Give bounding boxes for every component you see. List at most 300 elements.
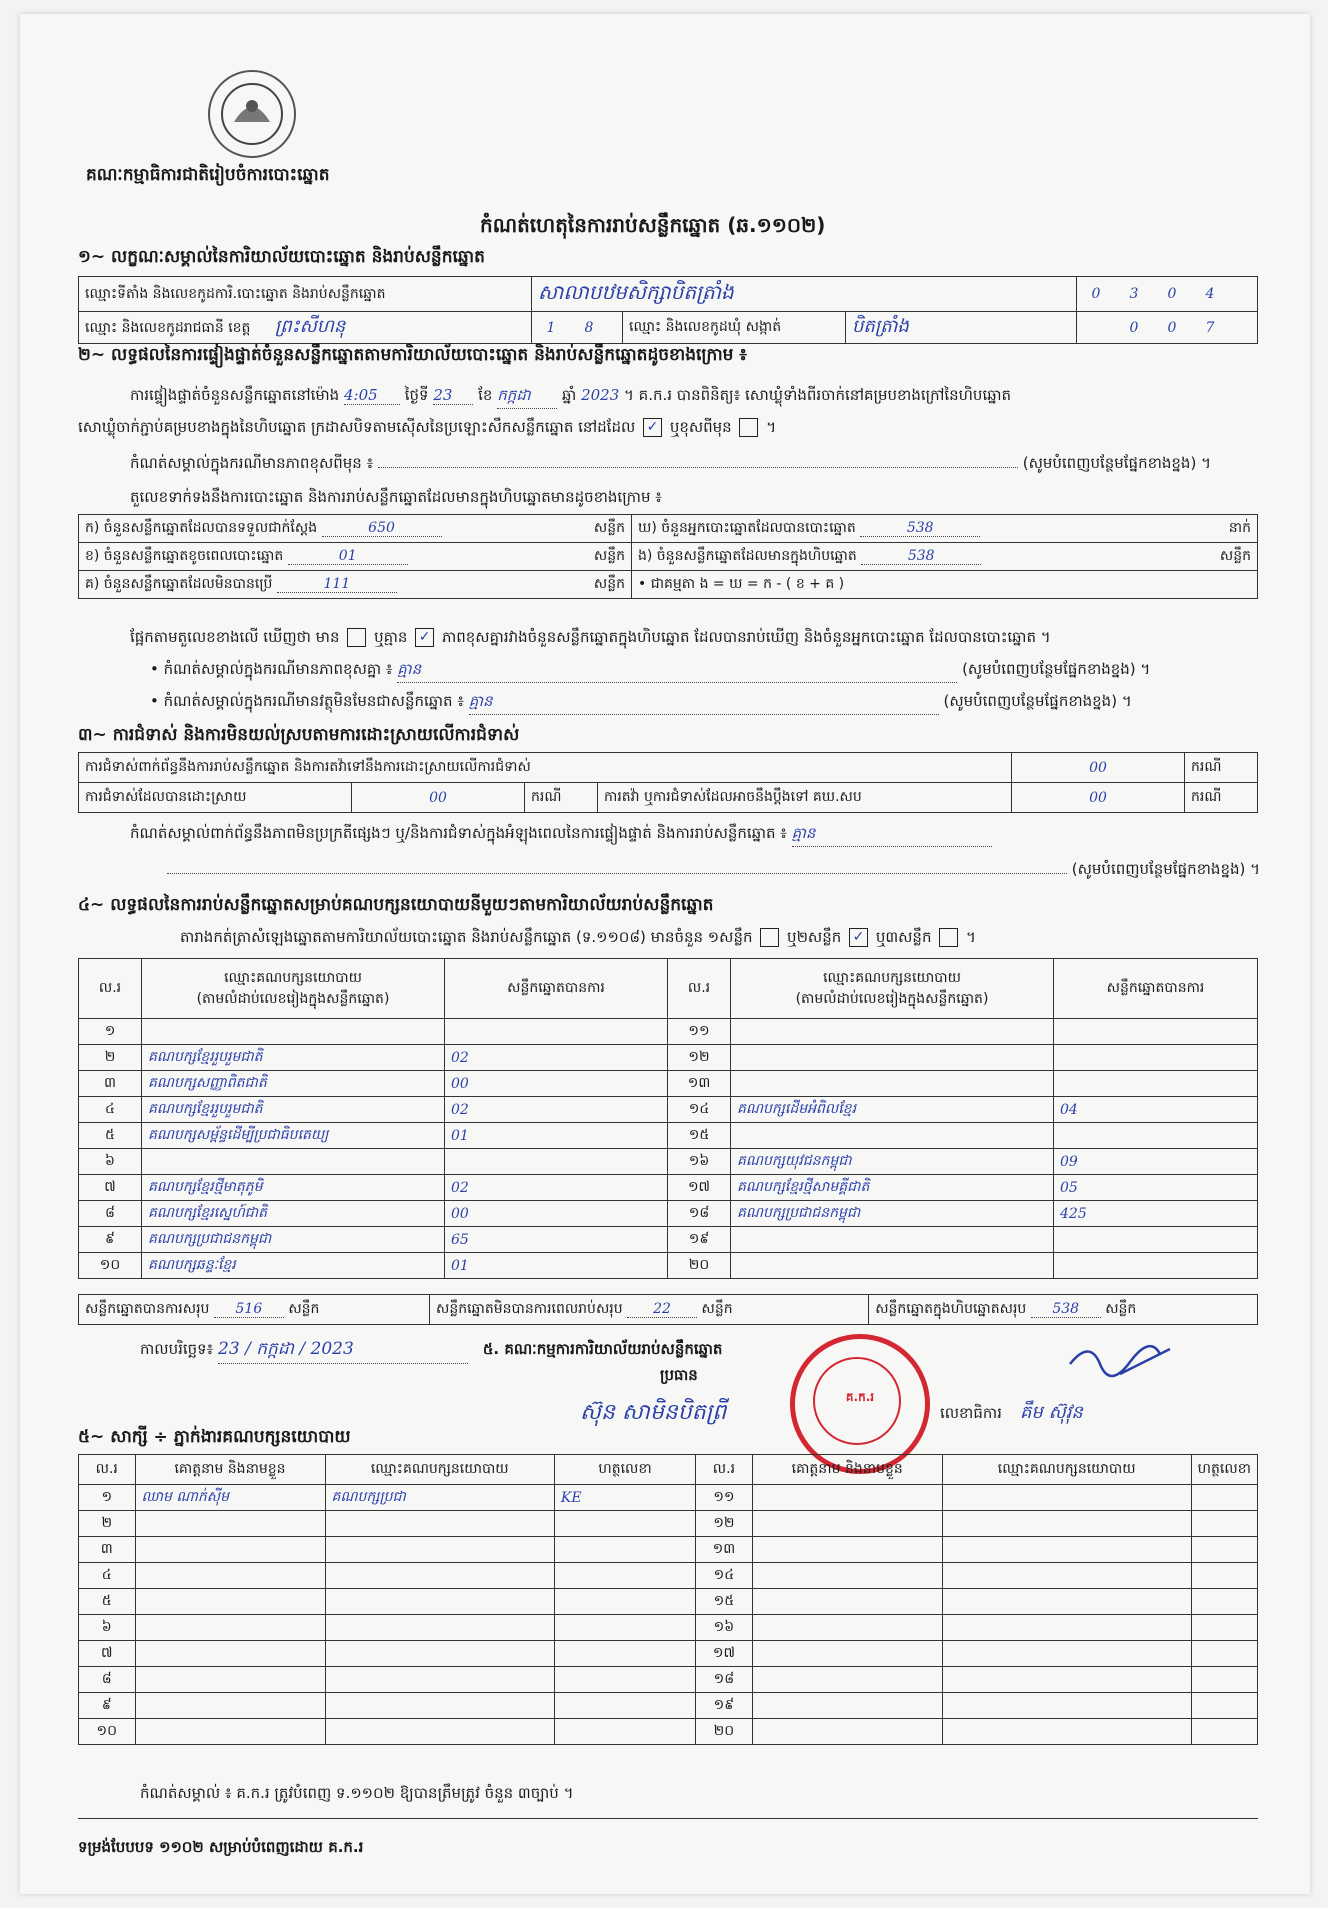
note-label: • កំណត់សម្គាល់ក្នុងករណីមានវត្ថុមិនមែនជាសន្លឹកឆ្នោត ៖ xyxy=(150,692,464,710)
irregularity-continuation xyxy=(78,860,1260,882)
section4-heading: ៤~ លទ្ធផលនៃការរាប់សន្លឹកឆ្នោតសម្រាប់គណបក្សនយោបាយនីមួយៗតាមការិយាល័យរាប់សន្លឹកឆ្នោត xyxy=(78,895,714,915)
witness-signature xyxy=(554,1641,695,1667)
totals-table xyxy=(78,1294,1258,1325)
figure-b-value: 01 xyxy=(288,548,408,565)
party-name: គណបក្សដើមអំពិលខ្មែរ xyxy=(731,1097,1054,1123)
total-unit: សន្លឹក xyxy=(288,1301,320,1317)
witness-signature xyxy=(554,1511,695,1537)
witness-party xyxy=(325,1641,554,1667)
date-label: កាលបរិច្ឆេទ៖ xyxy=(140,1340,214,1358)
party-name xyxy=(142,1149,445,1175)
vote-count: 09 xyxy=(1054,1149,1258,1175)
figure-e xyxy=(632,543,1258,571)
row-number: ៧ xyxy=(79,1641,136,1667)
vote-count: 01 xyxy=(445,1123,668,1149)
witness-signature xyxy=(1191,1667,1257,1693)
party-name: គណបក្សខ្មែរថ្មីមាតុភូមិ xyxy=(142,1175,445,1201)
total-valid-label: សន្លឹកឆ្នោតបានការសរុប xyxy=(85,1301,210,1317)
station-label: ឈ្មោះទីតាំង និងលេខកូដការិ.បោះឆ្នោត និងរាប់សន្លឹកឆ្នោត xyxy=(79,277,532,312)
row-number: ៣ xyxy=(79,1071,142,1097)
witness-name xyxy=(752,1719,942,1745)
total-in-box xyxy=(869,1295,1258,1325)
row-number: ១២ xyxy=(696,1511,753,1537)
commune-value: បិតត្រាំង xyxy=(846,312,1077,344)
row-number: ៥ xyxy=(79,1123,142,1149)
unit-case: ករណី xyxy=(525,783,598,813)
figure-unit: នាក់ xyxy=(1228,520,1251,536)
row-number: ២ xyxy=(79,1511,136,1537)
witness-signature xyxy=(1191,1589,1257,1615)
row-number: ១៧ xyxy=(696,1641,753,1667)
total-box-label: សន្លឹកឆ្នោតក្នុងហិបឆ្នោតសរុប xyxy=(875,1301,1027,1317)
figure-a-value: 650 xyxy=(322,520,442,537)
figure-d-value: 538 xyxy=(860,520,980,537)
table-row xyxy=(79,1149,1258,1175)
verify-month: កក្កដា xyxy=(497,386,557,409)
witness-signature xyxy=(1191,1693,1257,1719)
row-number: ១៧ xyxy=(668,1175,731,1201)
witness-name xyxy=(135,1641,325,1667)
witness-party xyxy=(325,1667,554,1693)
table-row xyxy=(79,1589,1258,1615)
witness-signature xyxy=(554,1693,695,1719)
witness-name xyxy=(752,1615,942,1641)
witness-signature xyxy=(1191,1563,1257,1589)
commune-code-digit: 7 xyxy=(1205,319,1215,336)
note-suffix: (សូមបំពេញបន្ថែមផ្នែកខាងខ្នង) ។ xyxy=(1071,860,1260,878)
row-number: ១៩ xyxy=(668,1227,731,1253)
note-value: គ្មាន xyxy=(469,692,939,715)
vote-count: 02 xyxy=(445,1175,668,1201)
table-row xyxy=(79,1693,1258,1719)
diff-text: ភាពខុសគ្នារវាងចំនួនសន្លឹកឆ្នោតក្នុងហិបឆ្នោត ដែលបានរាប់ឃើញ និងចំនួនអ្នកបោះឆ្នោត ដែលបានបោះឆ្នោត ។ xyxy=(441,628,1051,646)
row-number: ១៤ xyxy=(696,1563,753,1589)
figure-c-label: គ) ចំនួនសន្លឹកឆ្នោតដែលមិនបានប្រើ xyxy=(85,576,273,592)
table-row xyxy=(79,1641,1258,1667)
witness-party xyxy=(325,1719,554,1745)
witness-table xyxy=(78,1454,1258,1745)
table-row xyxy=(79,1667,1258,1693)
row-number: ១ xyxy=(79,1485,136,1511)
table-row xyxy=(79,1511,1258,1537)
chair-signature: ស៊ុន សាមិនបិតព្រី xyxy=(580,1400,727,1425)
party-name: គណបក្សខ្មែររួបរួមជាតិ xyxy=(142,1045,445,1071)
witness-name xyxy=(752,1589,942,1615)
footer-divider xyxy=(78,1818,1258,1819)
witness-name xyxy=(752,1667,942,1693)
diff-text: ឬគ្មាន xyxy=(374,628,408,646)
verify-text: ។ គ.ក.រ បានពិនិត្យ៖ សោឃ្លុំទាំងពីរចាក់នៅគម្របខាងក្រៅនៃហិបឆ្នោត xyxy=(624,386,1012,404)
foreign-object-note xyxy=(150,692,1260,715)
party-name xyxy=(731,1123,1054,1149)
witness-name xyxy=(752,1563,942,1589)
verify-time: 4:05 xyxy=(344,386,400,405)
verification-line2: សោឃ្លុំចាក់ភ្ជាប់គម្របខាងក្នុងនៃហិបឆ្នោត ក្រដាសបិទតាមស៊ើសនៃប្រឡោះសឹកសន្លឹកឆ្នោត នៅដដែល ✓ ឬខុសពីមុន ។ xyxy=(78,418,777,436)
witness-name xyxy=(135,1667,325,1693)
witness-party xyxy=(325,1563,554,1589)
party-name xyxy=(731,1253,1054,1279)
row-number: ៥ xyxy=(79,1589,136,1615)
appeal-label: ការតវ៉ា ឬការជំទាស់ដែលអាចនឹងប្តឹងទៅ គឃ.សប xyxy=(598,783,1012,813)
witness-party xyxy=(942,1537,1191,1563)
total-unit: សន្លឹក xyxy=(1105,1301,1137,1317)
witness-party xyxy=(942,1719,1191,1745)
col-no: ល.រ xyxy=(668,959,731,1019)
row-number: ១១ xyxy=(668,1019,731,1045)
figure-unit: សន្លឹក xyxy=(593,520,625,536)
col-party-title: ឈ្មោះគណបក្សនយោបាយ xyxy=(224,969,362,986)
row-number: ៨ xyxy=(79,1201,142,1227)
row-number: ១៥ xyxy=(696,1589,753,1615)
intro-text: ឬ៣សន្លឹក xyxy=(875,928,932,946)
row-number: ៤ xyxy=(79,1097,142,1123)
secretary-signature-scribble-icon xyxy=(1060,1334,1180,1394)
table-row xyxy=(79,1615,1258,1641)
party-name xyxy=(731,1019,1054,1045)
col-no: ល.រ xyxy=(696,1455,753,1485)
verify-text: ខែ xyxy=(478,386,493,404)
complaints-total-value: 00 xyxy=(1012,753,1185,783)
commune-label: ឈ្មោះ និងលេខកូដឃុំ សង្កាត់ xyxy=(623,312,846,344)
col-party xyxy=(142,959,445,1019)
figure-unit: សន្លឹក xyxy=(593,576,625,592)
difference-note xyxy=(130,454,1260,476)
note-suffix: (សូមបំពេញបន្ថែមផ្នែកខាងខ្នង) ។ xyxy=(962,660,1151,678)
row-number: ៨ xyxy=(79,1667,136,1693)
table-row xyxy=(79,1045,1258,1071)
complaints-table xyxy=(78,752,1258,813)
vote-count xyxy=(1054,1227,1258,1253)
witness-party: គណបក្សប្រជា xyxy=(325,1485,554,1511)
province-label-text: ឈ្មោះ និងលេខកូដរាជធានី ខេត្ត xyxy=(85,320,251,336)
witness-signature xyxy=(1191,1485,1257,1511)
witness-signature xyxy=(554,1563,695,1589)
note-suffix: (សូមបំពេញបន្ថែមផ្នែកខាងខ្នង) ។ xyxy=(943,692,1132,710)
col-sign: ហត្ថលេខា xyxy=(554,1455,695,1485)
row-number: ៧ xyxy=(79,1175,142,1201)
total-unit: សន្លឹក xyxy=(701,1301,733,1317)
irregularity-note xyxy=(130,824,1260,847)
row-number: ១ xyxy=(79,1019,142,1045)
verify-year: 2023 xyxy=(581,386,620,404)
results-sheet-count: តារាងកត់ត្រាសំឡេងឆ្នោតតាមការិយាល័យបោះឆ្នោត និងរាប់សន្លឹកឆ្នោត (ទ.១១០៨) មានចំនួន ១សន្លឹក ឬ២សន្លឹក ✓ ឬ៣សន្លឹក ។ xyxy=(180,928,976,946)
witness-signature xyxy=(554,1537,695,1563)
witness-signature xyxy=(1191,1615,1257,1641)
row-number: ១៣ xyxy=(668,1071,731,1097)
vote-count: 01 xyxy=(445,1253,668,1279)
witness-signature xyxy=(1191,1719,1257,1745)
table-row xyxy=(79,1485,1258,1511)
province-code-digit: 1 xyxy=(546,319,556,336)
party-name xyxy=(731,1071,1054,1097)
verify-text: ឬខុសពីមុន xyxy=(669,418,732,436)
signing-date xyxy=(140,1338,722,1364)
col-no: ល.រ xyxy=(79,1455,136,1485)
table-row xyxy=(79,1201,1258,1227)
row-number: ៤ xyxy=(79,1563,136,1589)
total-invalid-label: សន្លឹកឆ្នោតមិនបានការពេលរាប់សរុប xyxy=(435,1301,623,1317)
row-number: ២០ xyxy=(696,1719,753,1745)
row-number: ២ xyxy=(79,1045,142,1071)
row-number: ២០ xyxy=(668,1253,731,1279)
party-name xyxy=(731,1227,1054,1253)
col-votes: សន្លឹកឆ្នោតបានការ xyxy=(445,959,668,1019)
figure-formula: • ជាគម្មតា ង = ឃ = ក - ( ខ + គ ) xyxy=(632,571,1258,599)
witness-name xyxy=(135,1615,325,1641)
row-number: ១៥ xyxy=(668,1123,731,1149)
vote-count: 04 xyxy=(1054,1097,1258,1123)
witness-name xyxy=(752,1485,942,1511)
party-name xyxy=(731,1045,1054,1071)
note-label: កំណត់សម្គាល់ក្នុងករណីមានភាពខុសពីមុន ៖ xyxy=(130,454,374,472)
station-code-digit: 0 xyxy=(1167,286,1177,302)
section5-heading: ៥~ សាក្សី ÷ ភ្នាក់ងារគណបក្សនយោបាយ xyxy=(78,1427,351,1447)
col-name: គោត្តនាម និងនាមខ្លួន xyxy=(752,1455,942,1485)
difference-reason xyxy=(150,660,1260,683)
page-title: កំណត់ហេតុនៃការរាប់សន្លឹកឆ្នោត (ឆ.១១០២) xyxy=(480,213,826,237)
unit-case: ករណី xyxy=(1185,753,1258,783)
resolved-value: 00 xyxy=(352,783,525,813)
witness-party xyxy=(942,1485,1191,1511)
figure-d-label: ឃ) ចំនួនអ្នកបោះឆ្នោតដែលបានបោះឆ្នោត xyxy=(638,520,856,536)
vote-count xyxy=(1054,1019,1258,1045)
col-sign: ហត្ថលេខា xyxy=(1191,1455,1257,1485)
witness-name xyxy=(752,1693,942,1719)
col-votes: សន្លឹកឆ្នោតបានការ xyxy=(1054,959,1258,1019)
party-name: គណបក្សសម្ព័ន្ធដើម្បីប្រជាធិបតេយ្យ xyxy=(142,1123,445,1149)
secretary-signature: គឹម ស៊ុវុន xyxy=(1020,1402,1083,1423)
witness-signature xyxy=(1191,1537,1257,1563)
footer-note: កំណត់សម្គាល់ ៖ គ.ក.រ ត្រូវបំពេញ ទ.១១០២ ឱ្យបានត្រឹមត្រូវ ចំនួន ៣ច្បាប់ ។ xyxy=(140,1784,574,1802)
verify-text: ថ្ងៃទី xyxy=(404,386,429,404)
intro-text: ឬ២សន្លឹក xyxy=(787,928,842,946)
vote-count: 00 xyxy=(445,1201,668,1227)
witness-party xyxy=(325,1511,554,1537)
vote-count: 02 xyxy=(445,1097,668,1123)
no-difference-checkbox[interactable]: ✓ xyxy=(415,628,434,647)
note-blank xyxy=(167,873,1067,874)
witness-name xyxy=(135,1563,325,1589)
row-number: ៦ xyxy=(79,1615,136,1641)
total-valid xyxy=(79,1295,430,1325)
figure-a xyxy=(79,515,632,543)
figure-unit: សន្លឹក xyxy=(1219,548,1251,564)
total-invalid-value: 22 xyxy=(627,1301,697,1318)
witness-name: ឈាម ណាក់ស៊ីម xyxy=(135,1485,325,1511)
table-row xyxy=(79,1563,1258,1589)
table-row xyxy=(79,1537,1258,1563)
figures-intro: តួលេខទាក់ទងនឹងការបោះឆ្នោត និងការរាប់សន្លឹកឆ្នោតដែលមានក្នុងហិបឆ្នោតមានដូចខាងក្រោម ៖ xyxy=(130,488,662,506)
party-name: គណបក្សខ្មែររួបរួមជាតិ xyxy=(142,1097,445,1123)
official-seal xyxy=(790,1334,930,1474)
party-name: គណបក្សខ្មែរថ្មីសាមគ្គីជាតិ xyxy=(731,1175,1054,1201)
one-sheet-checkbox[interactable] xyxy=(760,928,779,947)
committee-label: ៥. គណៈកម្មការការិយាល័យរាប់សន្លឹកឆ្នោត xyxy=(482,1340,723,1358)
row-number: ៩ xyxy=(79,1693,136,1719)
note-suffix: (សូមបំពេញបន្ថែមផ្នែកខាងខ្នង) ។ xyxy=(1022,454,1211,472)
table-row xyxy=(79,1719,1258,1745)
vote-count xyxy=(445,1149,668,1175)
witness-party xyxy=(942,1667,1191,1693)
row-number: ១៦ xyxy=(696,1615,753,1641)
total-invalid xyxy=(429,1295,868,1325)
witness-signature xyxy=(554,1615,695,1641)
witness-party xyxy=(325,1537,554,1563)
table-row xyxy=(79,1227,1258,1253)
party-name: គណបក្សសញ្ញាពិតជាតិ xyxy=(142,1071,445,1097)
col-party: ឈ្មោះគណបក្សនយោបាយ xyxy=(325,1455,554,1485)
vote-count xyxy=(1054,1071,1258,1097)
vote-count: 02 xyxy=(445,1045,668,1071)
row-number: ១៦ xyxy=(668,1149,731,1175)
row-number: ៩ xyxy=(79,1227,142,1253)
witness-signature xyxy=(554,1719,695,1745)
vote-count: 00 xyxy=(445,1071,668,1097)
table-row xyxy=(79,1019,1258,1045)
note-label: • កំណត់សម្គាល់ក្នុងករណីមានភាពខុសគ្នា ៖ xyxy=(150,660,393,678)
party-name: គណបក្សប្រជាជនកម្ពុជា xyxy=(142,1227,445,1253)
vote-count: 05 xyxy=(1054,1175,1258,1201)
figure-c-value: 111 xyxy=(277,576,397,593)
figure-c xyxy=(79,571,632,599)
verify-text: សោឃ្លុំចាក់ភ្ជាប់គម្របខាងក្នុងនៃហិបឆ្នោត ក្រដាសបិទតាមស៊ើសនៃប្រឡោះសឹកសន្លឹកឆ្នោត នៅដដែល xyxy=(78,418,636,436)
row-number: ៣ xyxy=(79,1537,136,1563)
row-number: ១៤ xyxy=(668,1097,731,1123)
vote-count xyxy=(1054,1123,1258,1149)
province-label xyxy=(79,312,532,344)
witness-party xyxy=(942,1589,1191,1615)
org-name: គណៈកម្មាធិការជាតិរៀបចំការបោះឆ្នោត xyxy=(86,165,330,185)
col-party-sub: (តាមលំដាប់លេខរៀងក្នុងសន្លឹកឆ្នោត) xyxy=(196,990,390,1007)
unit-case: ករណី xyxy=(1185,783,1258,813)
party-name: គណបក្សប្រជាជនកម្ពុជា xyxy=(731,1201,1054,1227)
table-row xyxy=(79,1175,1258,1201)
col-party: ឈ្មោះគណបក្សនយោបាយ xyxy=(942,1455,1191,1485)
col-party-sub: (តាមលំដាប់លេខរៀងក្នុងសន្លឹកឆ្នោត) xyxy=(795,990,989,1007)
province-value: ព្រះសីហនុ xyxy=(274,316,346,337)
commune-code-digit: 0 xyxy=(1167,319,1177,336)
witness-party xyxy=(942,1563,1191,1589)
verify-day: 23 xyxy=(433,386,473,405)
figure-a-label: ក) ចំនួនសន្លឹកឆ្នោតដែលបានទទួលជាក់ស្តែង xyxy=(85,520,318,536)
witness-name xyxy=(752,1537,942,1563)
witness-party xyxy=(942,1615,1191,1641)
resolved-label: ការជំទាស់ដែលបានដោះស្រាយ xyxy=(79,783,352,813)
note-value: គ្មាន xyxy=(397,660,957,683)
row-number: ១១ xyxy=(696,1485,753,1511)
table-row xyxy=(79,1123,1258,1149)
ballot-figures-table xyxy=(78,514,1258,599)
section1-heading: ១~ លក្ខណៈសម្គាល់នៃការិយាល័យបោះឆ្នោត និងរាប់សន្លឹកឆ្នោត xyxy=(78,247,485,267)
table-row xyxy=(79,1071,1258,1097)
row-number: ៦ xyxy=(79,1149,142,1175)
figure-e-label: ង) ចំនួនសន្លឹកឆ្នោតដែលមានក្នុងហិបឆ្នោត xyxy=(638,548,857,564)
witness-signature xyxy=(554,1589,695,1615)
has-difference-checkbox[interactable] xyxy=(347,628,366,647)
unchanged-checkbox[interactable]: ✓ xyxy=(643,418,662,437)
station-value: សាលាបឋមសិក្សាបិតត្រាំង xyxy=(532,277,1077,312)
note-label: កំណត់សម្គាល់ពាក់ព័ន្ធនឹងភាពមិនប្រក្រតីផ្សេងៗ ឬ/និងការជំទាស់ក្នុងអំឡុងពេលនៃការផ្ទៀងផ្ទាត់ និងការរាប់សន្លឹកឆ្នោត ៖ xyxy=(130,824,787,842)
complaints-total-label: ការជំទាស់ពាក់ព័ន្ធនឹងការរាប់សន្លឹកឆ្នោត និងការតវ៉ាទៅនឹងការដោះស្រាយលើការជំទាស់ xyxy=(79,753,1012,783)
vote-count xyxy=(445,1019,668,1045)
table-row xyxy=(79,1253,1258,1279)
nec-emblem-icon xyxy=(208,70,296,158)
diff-text: ផ្អែកតាមតួលេខខាងលើ ឃើញថា មាន xyxy=(130,628,340,646)
col-no: ល.រ xyxy=(79,959,142,1019)
row-number: ១០ xyxy=(79,1719,136,1745)
witness-name xyxy=(135,1511,325,1537)
vote-count xyxy=(1054,1253,1258,1279)
witness-party xyxy=(942,1511,1191,1537)
witness-name xyxy=(752,1511,942,1537)
witness-name xyxy=(752,1641,942,1667)
table-row xyxy=(79,1097,1258,1123)
changed-checkbox[interactable] xyxy=(739,418,758,437)
intro-text: តារាងកត់ត្រាសំឡេងឆ្នោតតាមការិយាល័យបោះឆ្នោត និងរាប់សន្លឹកឆ្នោត (ទ.១១០៨) មានចំនួន ១សន្លឹក xyxy=(180,928,753,946)
verify-text: ឆ្នាំ xyxy=(561,386,577,404)
col-party-title: ឈ្មោះគណបក្សនយោបាយ xyxy=(823,969,961,986)
witness-party xyxy=(325,1693,554,1719)
row-number: ១៩ xyxy=(696,1693,753,1719)
witness-name xyxy=(135,1719,325,1745)
total-box-value: 538 xyxy=(1031,1301,1101,1318)
appeal-value: 00 xyxy=(1012,783,1185,813)
col-party xyxy=(731,959,1054,1019)
row-number: ១២ xyxy=(668,1045,731,1071)
row-number: ១០ xyxy=(79,1253,142,1279)
section3-heading: ៣~ ការជំទាស់ និងការមិនយល់ស្របតាមការដោះស្រាយលើការជំទាស់ xyxy=(78,725,520,745)
vote-count: 65 xyxy=(445,1227,668,1253)
witness-name xyxy=(135,1589,325,1615)
party-name: គណបក្សខ្មែរស្នេហ៍ជាតិ xyxy=(142,1201,445,1227)
witness-signature xyxy=(554,1667,695,1693)
two-sheet-checkbox[interactable]: ✓ xyxy=(849,928,868,947)
figure-b xyxy=(79,543,632,571)
vote-count: 425 xyxy=(1054,1201,1258,1227)
witness-signature xyxy=(1191,1641,1257,1667)
witness-name xyxy=(135,1693,325,1719)
verify-text: ការផ្ទៀងផ្ទាត់ចំនួនសន្លឹកឆ្នោតនៅម៉ោង xyxy=(130,386,340,404)
witness-party xyxy=(325,1615,554,1641)
party-name: គណបក្សឆន្ទៈខ្មែរ xyxy=(142,1253,445,1279)
row-number: ១៨ xyxy=(668,1201,731,1227)
verification-line1 xyxy=(130,386,1011,409)
note-blank xyxy=(378,467,1018,468)
figure-b-label: ខ) ចំនួនសន្លឹកឆ្នោតខូចពេលបោះឆ្នោត xyxy=(85,548,284,564)
witness-party xyxy=(942,1693,1191,1719)
three-sheet-checkbox[interactable] xyxy=(939,928,958,947)
witness-party xyxy=(942,1641,1191,1667)
section2-heading: ២~ លទ្ធផលនៃការផ្ទៀងផ្ទាត់ចំនួនសន្លឹកឆ្នោតតាមការិយាល័យបោះឆ្នោត និងរាប់សន្លឹកឆ្នោតដូចខាងក្រោម ៖ xyxy=(78,345,747,365)
vote-count xyxy=(1054,1045,1258,1071)
difference-check xyxy=(130,628,1051,650)
polling-station-table xyxy=(78,276,1258,344)
seal-text: គ.ក.រ xyxy=(845,1390,875,1404)
figure-d xyxy=(632,515,1258,543)
party-name: គណបក្សយុវជនកម្ពុជា xyxy=(731,1149,1054,1175)
row-number: ១៣ xyxy=(696,1537,753,1563)
note-value: គ្មាន xyxy=(792,824,992,847)
witness-signature xyxy=(1191,1511,1257,1537)
commune-code-digit: 0 xyxy=(1129,319,1139,336)
total-valid-value: 516 xyxy=(214,1301,284,1318)
form-reference: ទម្រង់បែបបទ ១១០២ សម្រាប់បំពេញដោយ គ.ក.រ xyxy=(78,1838,364,1856)
witness-signature: KE xyxy=(554,1485,695,1511)
party-name xyxy=(142,1019,445,1045)
station-code-digit: 3 xyxy=(1129,286,1139,302)
date-value: 23 / កក្កដា / 2023 xyxy=(218,1338,468,1364)
party-results-table xyxy=(78,958,1258,1279)
